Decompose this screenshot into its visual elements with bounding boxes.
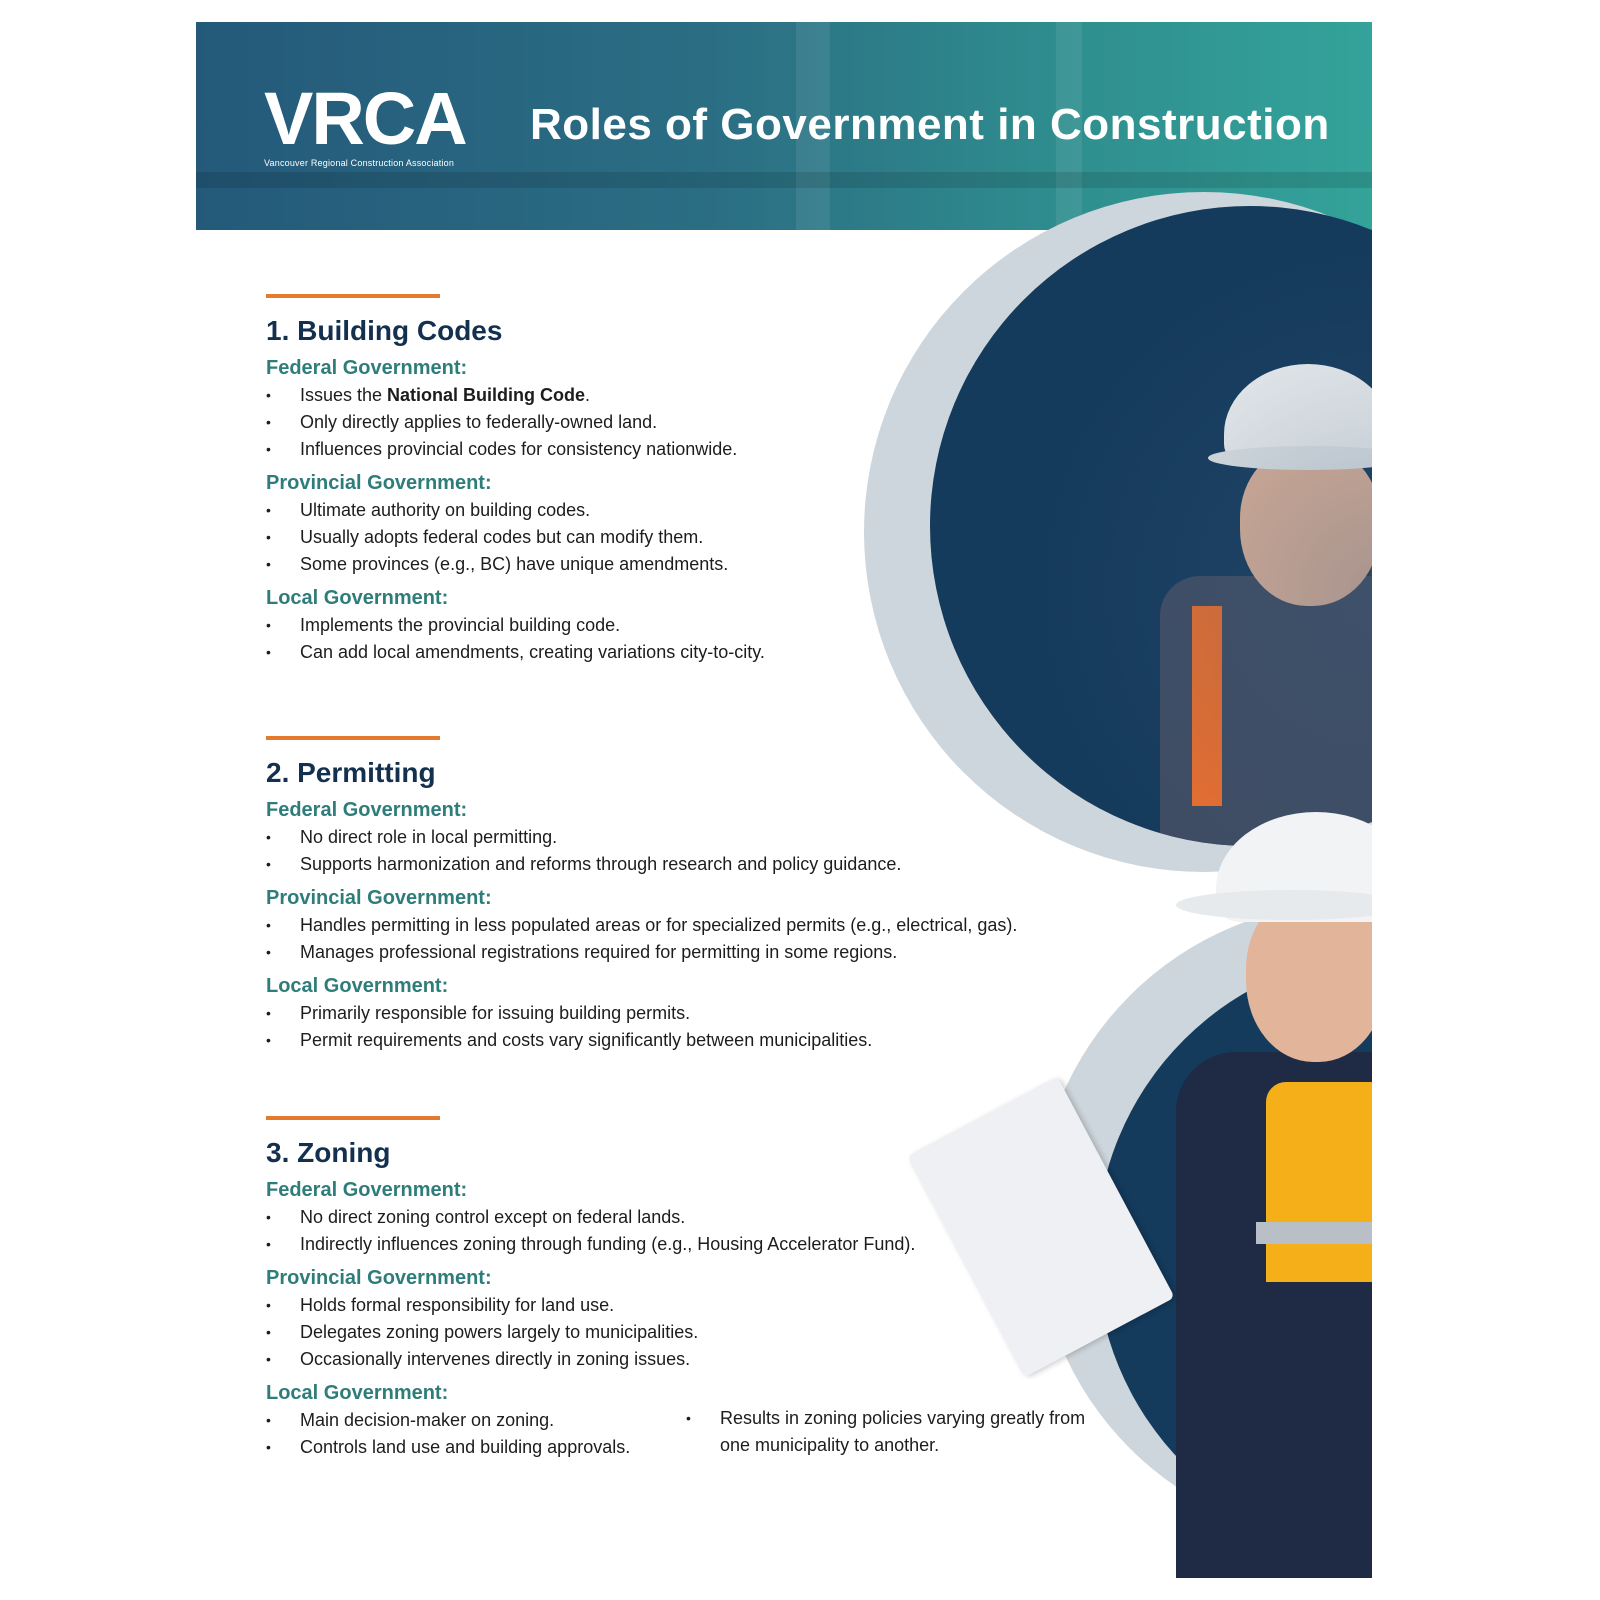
section-title: 2. Permitting xyxy=(266,757,436,788)
list-item: • No direct role in local permitting. xyxy=(266,824,1126,851)
list-item: • Controls land use and building approvals. xyxy=(266,1434,686,1461)
federal-list xyxy=(266,382,1126,463)
provincial-heading: Provincial Government: xyxy=(266,887,492,909)
provincial-list xyxy=(266,912,1126,966)
list-item: • No direct zoning control except on federal lands. xyxy=(266,1204,1126,1231)
section-zoning xyxy=(266,1116,1126,1461)
federal-list xyxy=(266,1204,1126,1258)
local-list xyxy=(266,612,1126,666)
logo-wordmark: VRCA xyxy=(264,77,466,160)
provincial-heading: Provincial Government: xyxy=(266,472,492,494)
local-heading: Local Government: xyxy=(266,587,449,609)
provincial-list xyxy=(266,1292,1126,1373)
federal-heading: Federal Government: xyxy=(266,799,468,821)
section-accent-rule xyxy=(266,294,440,298)
local-heading: Local Government: xyxy=(266,1382,449,1404)
section-accent-rule xyxy=(266,736,440,740)
section-building-codes xyxy=(266,294,1126,666)
section-permitting xyxy=(266,736,1126,1054)
list-item: • Supports harmonization and reforms through research and policy guidance. xyxy=(266,851,1126,878)
local-two-column-list xyxy=(266,1407,1126,1461)
list-item: • Can add local amendments, creating variations city-to-city. xyxy=(266,639,1126,666)
federal-list xyxy=(266,824,1126,878)
local-list xyxy=(266,1000,1126,1054)
local-heading: Local Government: xyxy=(266,975,449,997)
list-item: • Indirectly influences zoning through funding (e.g., Housing Accelerator Fund). xyxy=(266,1231,1126,1258)
list-item-text: Issues the xyxy=(300,385,388,405)
list-item: • Ultimate authority on building codes. xyxy=(266,497,1126,524)
list-item: • Primarily responsible for issuing building permits. xyxy=(266,1000,1126,1027)
section-title: 3. Zoning xyxy=(266,1137,391,1168)
list-item: • Influences provincial codes for consistency nationwide. xyxy=(266,436,1126,463)
local-list-right xyxy=(686,1405,1086,1461)
list-item: • Results in zoning policies varying greatly from one municipality to another. xyxy=(686,1405,1086,1459)
section-accent-rule xyxy=(266,1116,440,1120)
list-item: • Implements the provincial building code. xyxy=(266,612,1126,639)
local-list-left xyxy=(266,1407,686,1461)
vrca-logo xyxy=(264,77,466,168)
list-item: • Some provinces (e.g., BC) have unique amendments. xyxy=(266,551,1126,578)
list-item: • Usually adopts federal codes but can modify them. xyxy=(266,524,1126,551)
list-item-text: . xyxy=(585,385,591,405)
list-item: • Main decision-maker on zoning. xyxy=(266,1407,686,1434)
federal-heading: Federal Government: xyxy=(266,1179,468,1201)
list-item: • Delegates zoning powers largely to municipalities. xyxy=(266,1319,1126,1346)
fact-sheet-page xyxy=(196,22,1372,1578)
list-item: • Occasionally intervenes directly in zoning issues. xyxy=(266,1346,1126,1373)
list-item: • Permit requirements and costs vary significantly between municipalities. xyxy=(266,1027,1126,1054)
list-item: • Manages professional registrations required for permitting in some regions. xyxy=(266,939,1126,966)
list-item: • Holds formal responsibility for land use. xyxy=(266,1292,1126,1319)
list-item: • Handles permitting in less populated areas or for specialized permits (e.g., electrical, gas). xyxy=(266,912,1126,939)
section-title: 1. Building Codes xyxy=(266,315,503,346)
list-item: • Only directly applies to federally-owned land. xyxy=(266,409,1126,436)
list-item xyxy=(266,382,1126,409)
page-title: Roles of Government in Construction xyxy=(530,100,1330,149)
provincial-list xyxy=(266,497,1126,578)
logo-subtitle: Vancouver Regional Construction Association xyxy=(264,158,455,168)
national-building-code-bold: National Building Code xyxy=(387,385,586,405)
bridge-deck-graphic xyxy=(196,172,1372,188)
federal-heading: Federal Government: xyxy=(266,357,468,379)
provincial-heading: Provincial Government: xyxy=(266,1267,492,1289)
